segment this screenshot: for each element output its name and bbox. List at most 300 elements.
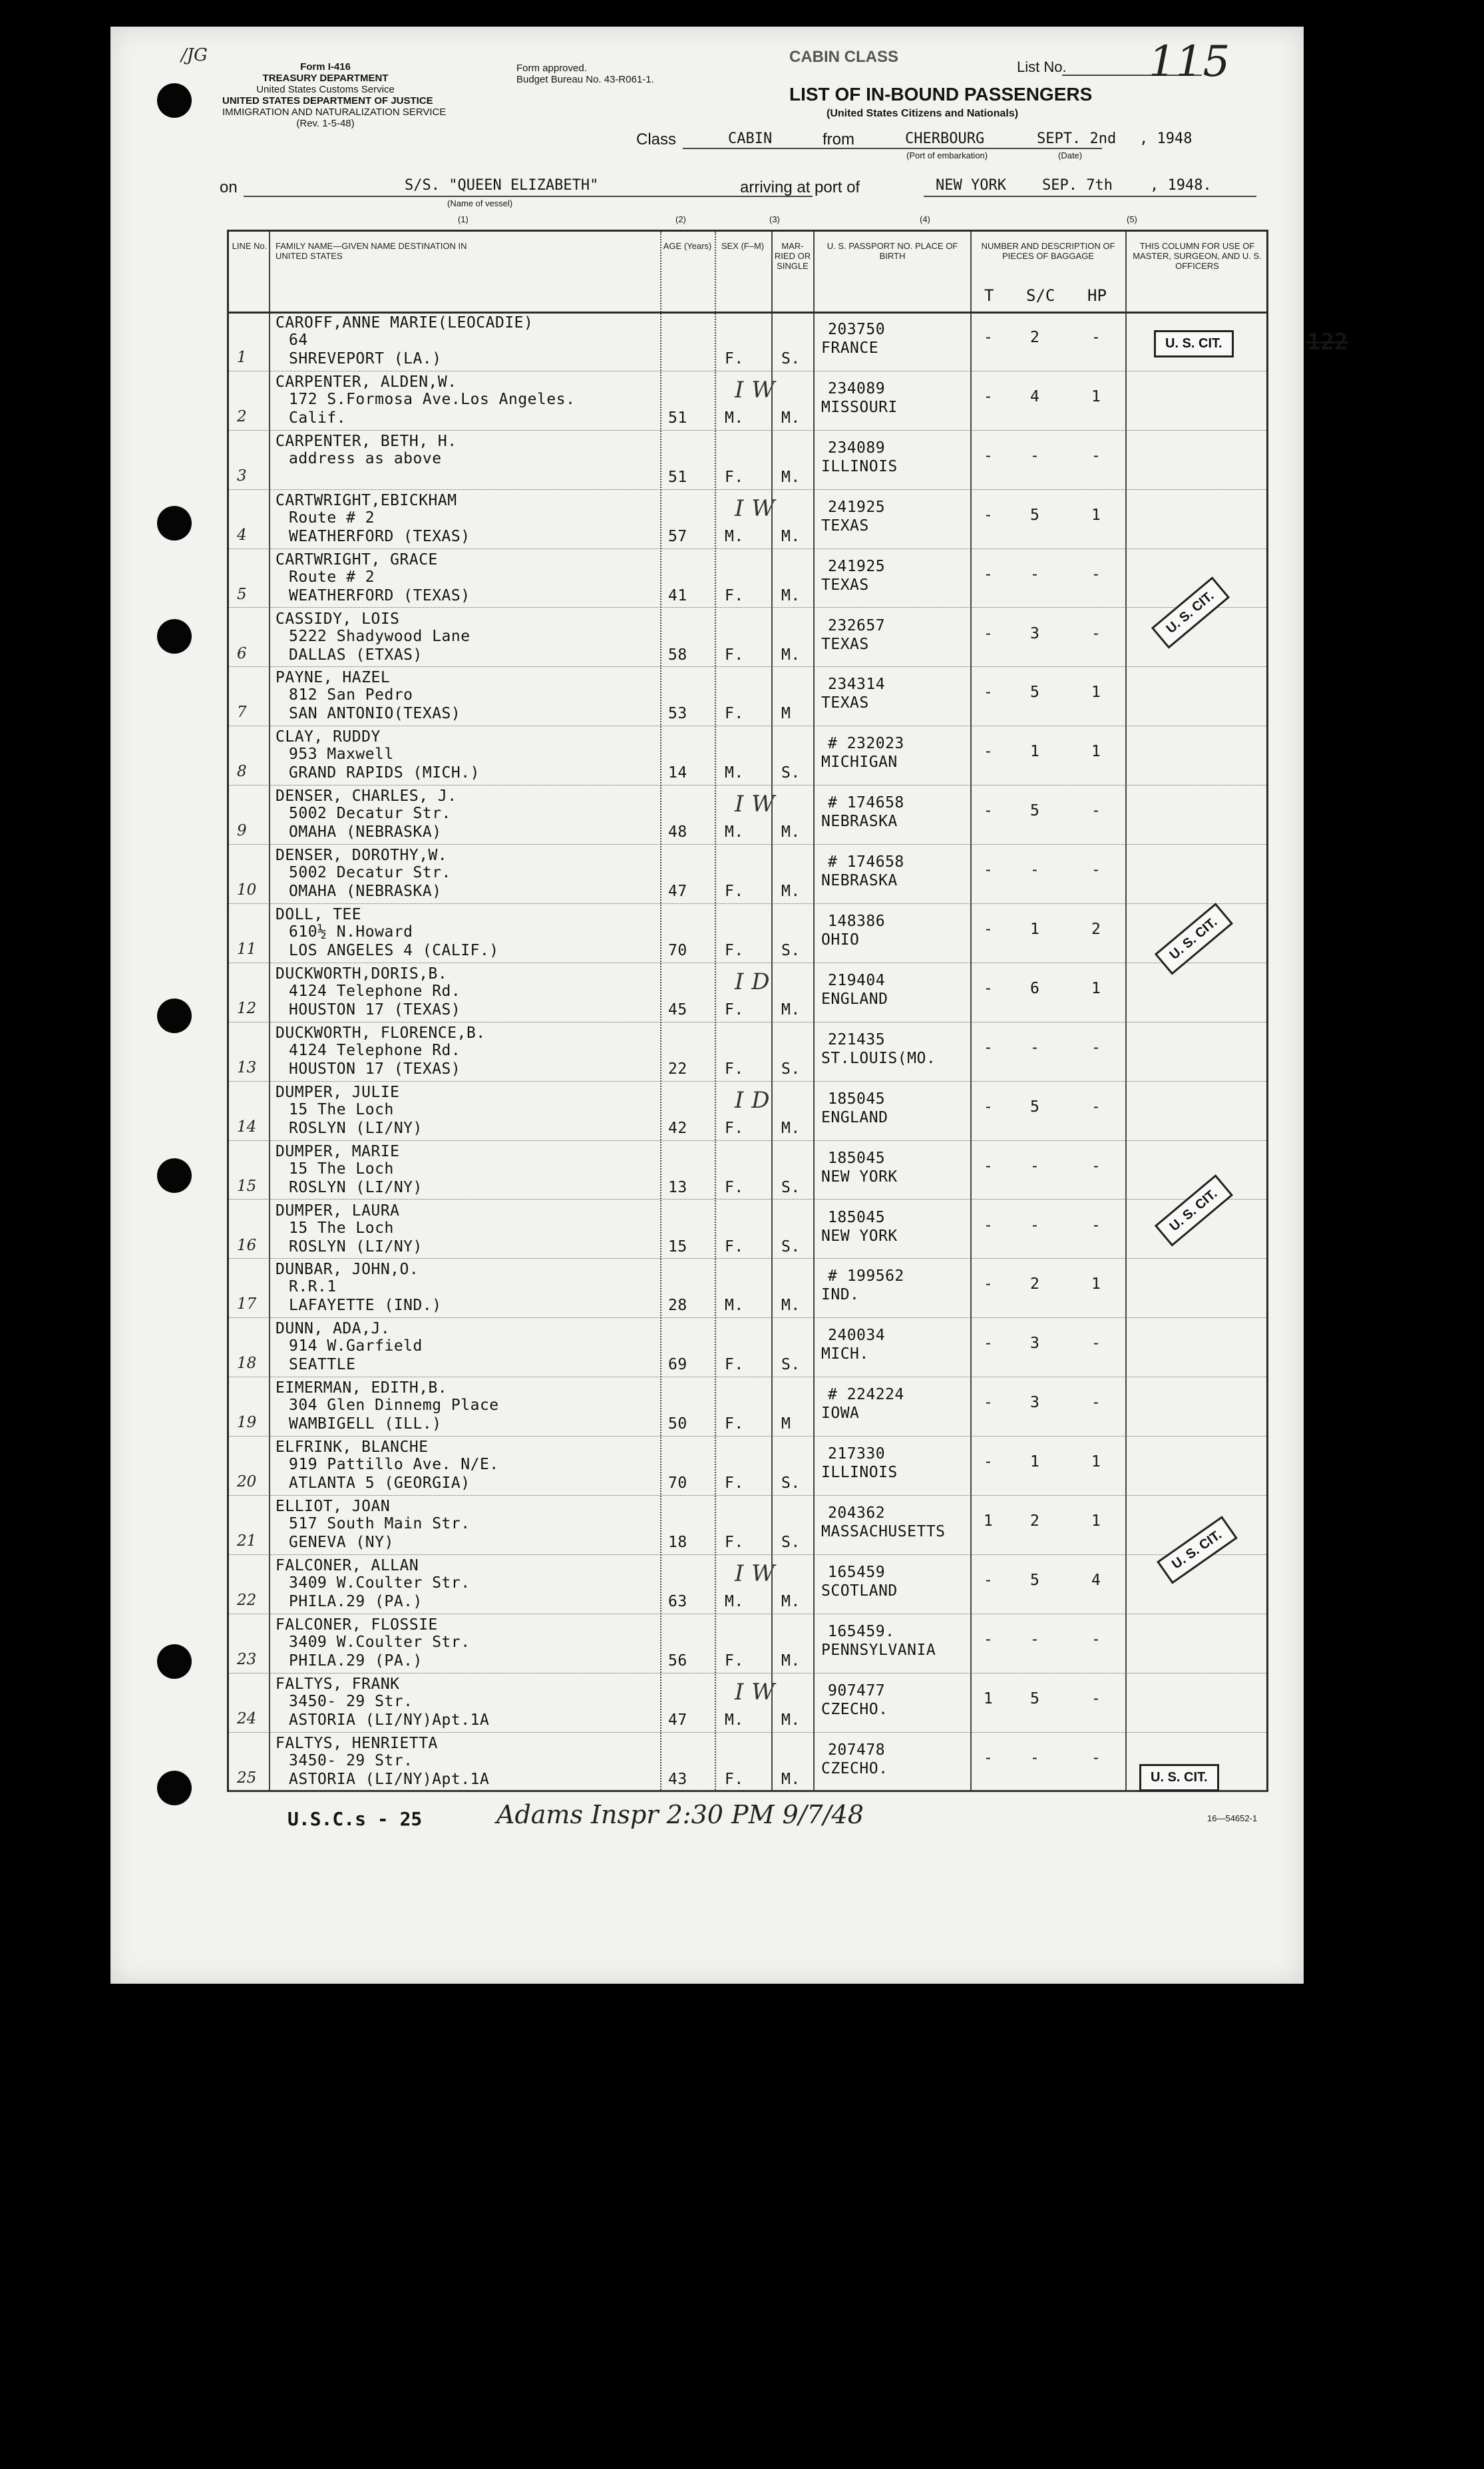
address-line-1: 15 The Loch [289,1219,394,1237]
baggage-trunks: - [984,802,994,820]
place-of-birth: IND. [821,1286,860,1304]
line-number: 18 [237,1355,257,1373]
sex: F. [725,942,744,959]
cabin-class-stamp: CABIN CLASS [789,48,899,66]
marital-status: S. [781,764,801,782]
age: 14 [668,764,687,782]
passenger-name: DUMPER, MARIE [276,1142,400,1160]
address-line-2: Calif. [289,409,347,427]
punch-hole [157,1644,192,1679]
baggage-handpieces: - [1091,1098,1101,1116]
line-number: 17 [237,1295,257,1313]
baggage-suitcases: - [1030,861,1040,879]
header-name: FAMILY NAME—GIVEN NAME DESTINATION IN UNITED STATES [276,241,467,261]
age: 53 [668,705,687,723]
address-line-2: WEATHERFORD (TEXAS) [289,527,470,545]
table-row [229,1317,1266,1377]
passport-number: 234314 [828,676,886,694]
baggage-suitcases: 2 [1030,329,1040,346]
address-line-1: 3409 W.Coulter Str. [289,1574,470,1592]
baggage-handpieces: - [1091,1335,1101,1353]
baggage-trunks: - [984,447,994,465]
address-line-1: 4124 Telephone Rd. [289,982,461,1000]
class-label: Class [636,130,677,148]
date-caption: (Date) [1058,150,1083,160]
line-number: 7 [237,704,247,722]
passenger-name: DENSER, CHARLES, J. [276,787,457,805]
marital-status: M. [781,1119,801,1137]
baggage-suitcases: - [1030,1216,1040,1234]
address-line-2: HOUSTON 17 (TEXAS) [289,1001,461,1018]
sex: F. [725,883,744,901]
col-num-4: (4) [920,214,930,224]
place-of-birth: NEW YORK [821,1227,898,1245]
place-of-birth: ILLINOIS [821,1464,898,1482]
class-value: CABIN [728,130,773,147]
address-line-1: 64 [289,332,308,349]
approved-label: Form approved. [516,63,587,74]
inspection-mark: I W [735,791,775,818]
marital-status: M. [781,1711,801,1729]
marital-status: M. [781,823,801,841]
address-line-2: ATLANTA 5 (GEORGIA) [289,1474,470,1492]
form-number: Form I-416 [300,61,351,73]
line-number: 10 [237,881,257,899]
passenger-name: FALCONER, ALLAN [276,1556,419,1574]
passport-number: 185045 [828,1208,886,1226]
address-line-1: 3450- 29 Str. [289,1692,413,1710]
baggage-trunks: - [984,1749,994,1767]
baggage-trunks: - [984,684,994,702]
passport-number: 203750 [828,321,886,338]
sex: F. [725,1237,744,1255]
us-cit-stamp: U. S. CIT. [1157,1516,1237,1584]
address-line-2: HOUSTON 17 (TEXAS) [289,1060,461,1078]
line-number: 5 [237,585,247,603]
punch-hole [157,619,192,654]
age: 70 [668,1474,687,1492]
address-line-1: 914 W.Garfield [289,1337,423,1355]
line-number: 1 [237,349,247,366]
line-number: 12 [237,999,257,1017]
table-row [229,844,1266,904]
baggage-trunks: - [984,565,994,583]
passenger-name: ELLIOT, JOAN [276,1498,391,1515]
address-line-1: 15 The Loch [289,1100,394,1118]
date-value: SEPT. 2nd [1037,130,1117,147]
age: 56 [668,1652,687,1670]
baggage-trunks: - [984,1275,994,1293]
passenger-name: CARPENTER, BETH, H. [276,432,457,450]
marital-status: M. [781,1770,801,1788]
sex: F. [725,1060,744,1078]
line-number: 23 [237,1650,257,1668]
passenger-table [227,230,1348,1792]
marital-status: M. [781,1592,801,1610]
footer-uscs: U.S.C.s - 25 [287,1808,423,1830]
passenger-name: ELFRINK, BLANCHE [276,1439,429,1457]
line-number: 22 [237,1591,257,1609]
marital-status: S. [781,1534,801,1551]
baggage-suitcases: 4 [1030,387,1040,405]
baggage-handpieces: 1 [1091,1512,1101,1530]
address-line-2: SEATTLE [289,1356,356,1374]
age: 45 [668,1001,687,1018]
marital-status: S. [781,1356,801,1374]
punch-hole [157,83,192,118]
from-value: CHERBOURG [905,130,985,147]
age: 50 [668,1415,687,1433]
us-cit-stamp: U. S. CIT. [1155,903,1233,975]
passport-number: # 199562 [828,1267,904,1285]
col-num-2: (2) [675,214,686,224]
age: 42 [668,1119,687,1137]
passport-number: 185045 [828,1149,886,1167]
address-line-2: ASTORIA (LI/NY)Apt.1A [289,1711,490,1729]
line-number: 16 [237,1236,257,1254]
passenger-name: DUMPER, JULIE [276,1083,400,1101]
table-row [229,1140,1266,1200]
baggage-suitcases: 6 [1030,979,1040,997]
passenger-name: FALCONER, FLOSSIE [276,1616,438,1634]
sex: F. [725,705,744,723]
table-row [229,1200,1266,1259]
baggage-handpieces: - [1091,329,1101,346]
line-number: 4 [237,526,247,544]
table-row [229,608,1266,668]
baggage-suitcases: 3 [1030,1335,1040,1353]
address-line-2: WAMBIGELL (ILL.) [289,1415,442,1433]
sex: M. [725,527,744,545]
col-num-3: (3) [769,214,780,224]
age: 13 [668,1178,687,1196]
line-number: 20 [237,1473,257,1491]
baggage-handpieces: - [1091,802,1101,820]
line-number: 19 [237,1414,257,1432]
marital-status: M. [781,409,801,427]
passport-number: 165459. [828,1622,895,1640]
age: 51 [668,468,687,486]
marital-status: M [781,705,791,723]
baggage-handpieces: - [1091,624,1101,642]
punch-hole [157,1158,192,1193]
place-of-birth: ILLINOIS [821,457,898,475]
baggage-handpieces: 1 [1091,684,1101,702]
passenger-name: DUCKWORTH,DORIS,B. [276,965,448,983]
line-number: 24 [237,1709,257,1727]
table-row [229,1436,1266,1496]
baggage-suitcases: - [1030,1038,1040,1056]
passenger-name: CLAY, RUDDY [276,728,381,746]
table-row [229,963,1266,1022]
passport-number: 221435 [828,1030,886,1048]
place-of-birth: MISSOURI [821,398,898,416]
address-line-2: WEATHERFORD (TEXAS) [289,586,470,604]
passenger-name: CAROFF,ANNE MARIE(LEOCADIE) [276,314,534,332]
place-of-birth: NEBRASKA [821,872,898,890]
header-baggage-hp: HP [1087,286,1107,305]
baggage-suitcases: - [1030,447,1040,465]
header-baggage: NUMBER AND DESCRIPTION OF PIECES OF BAGGAGE [981,241,1115,261]
age: 22 [668,1060,687,1078]
form-title: LIST OF IN-BOUND PASSENGERS [789,84,1093,105]
baggage-handpieces: 1 [1091,387,1101,405]
line-number: 15 [237,1177,257,1195]
baggage-handpieces: - [1091,447,1101,465]
line-number: 11 [237,941,257,958]
passenger-name: CARPENTER, ALDEN,W. [276,373,457,391]
passenger-name: CASSIDY, LOIS [276,610,400,628]
marital-status: M. [781,1297,801,1315]
baggage-handpieces: - [1091,1630,1101,1648]
table-row [229,903,1266,963]
passport-number: 148386 [828,913,886,930]
marital-status: M. [781,1001,801,1018]
marital-status: M. [781,883,801,901]
inspector-signature: Adams Inspr 2:30 PM 9/7/48 [496,1800,864,1829]
table-row [229,312,1266,371]
passport-number: 241925 [828,557,886,575]
sex: F. [725,1356,744,1374]
sex: F. [725,1178,744,1196]
table-row [229,1732,1266,1792]
place-of-birth: ENGLAND [821,1108,888,1126]
address-line-2: LOS ANGELES 4 (CALIF.) [289,942,499,959]
place-of-birth: CZECHO. [821,1700,888,1718]
address-line-2: GRAND RAPIDS (MICH.) [289,764,480,782]
table-row [229,1377,1266,1437]
table-row [229,1258,1266,1318]
passenger-name: DUNN, ADA,J. [276,1320,391,1338]
baggage-handpieces: 2 [1091,921,1101,938]
table-row [229,1673,1266,1733]
address-line-2: GENEVA (NY) [289,1534,394,1551]
passport-number: # 174658 [828,853,904,871]
sex: F. [725,1652,744,1670]
address-line-1: 5002 Decatur Str. [289,805,451,823]
sex: M. [725,1592,744,1610]
approval-block [516,63,654,85]
address-line-2: OMAHA (NEBRASKA) [289,823,442,841]
punch-hole [157,506,192,541]
inspection-mark: I D [735,1086,770,1114]
baggage-trunks: - [984,979,994,997]
baggage-handpieces: 4 [1091,1571,1101,1589]
baggage-suitcases: - [1030,1630,1040,1648]
sex: F. [725,1119,744,1137]
place-of-birth: PENNSYLVANIA [821,1641,936,1659]
place-of-birth: CZECHO. [821,1759,888,1777]
place-of-birth: TEXAS [821,517,869,535]
address-line-2: PHILA.29 (PA.) [289,1652,423,1670]
baggage-handpieces: 1 [1091,1275,1101,1293]
baggage-suitcases: 3 [1030,624,1040,642]
address-line-1: Route # 2 [289,509,375,527]
baggage-trunks: - [984,1453,994,1471]
place-of-birth: SCOTLAND [821,1582,898,1600]
baggage-handpieces: - [1091,565,1101,583]
line-number: 6 [237,644,247,662]
table-row [229,1554,1266,1614]
marital-status: M. [781,527,801,545]
marital-status: M. [781,646,801,664]
baggage-trunks: - [984,1394,994,1412]
address-line-1: 172 S.Formosa Ave.Los Angeles. [289,390,576,408]
baggage-handpieces: 1 [1091,506,1101,524]
table-row [229,1495,1266,1555]
place-of-birth: TEXAS [821,694,869,712]
passenger-name: DUMPER, LAURA [276,1202,400,1220]
passenger-name: CARTWRIGHT, GRACE [276,551,438,568]
passenger-name: PAYNE, HAZEL [276,669,391,687]
line-number: 14 [237,1118,257,1136]
baggage-handpieces: - [1091,1689,1101,1707]
passenger-name: CARTWRIGHT,EBICKHAM [276,491,457,509]
vessel-line [244,196,813,197]
baggage-trunks: - [984,1571,994,1589]
marital-status: M. [781,1652,801,1670]
line-number: 25 [237,1769,257,1787]
passport-number: 232657 [828,616,886,634]
budget-label: Budget Bureau No. 43-R061-1. [516,74,654,85]
address-line-2: ROSLYN (LI/NY) [289,1119,423,1137]
punch-hole [157,1771,192,1805]
year-1: , 1948 [1139,130,1193,147]
baggage-suitcases: 5 [1030,1689,1040,1707]
inspection-mark: I W [735,376,775,403]
header-baggage-sc: S/C [1026,286,1055,305]
address-line-1: Route # 2 [289,568,375,586]
baggage-handpieces: - [1091,1038,1101,1056]
baggage-trunks: - [984,861,994,879]
table-row [229,549,1266,608]
passport-number: 234089 [828,379,886,397]
baggage-trunks: - [984,624,994,642]
sex: F. [725,1770,744,1788]
place-of-birth: TEXAS [821,576,869,594]
treasury-label: TREASURY DEPARTMENT [262,73,389,84]
baggage-suitcases: 5 [1030,1098,1040,1116]
port-caption: (Port of embarkation) [906,150,988,160]
baggage-suitcases: 2 [1030,1275,1040,1293]
baggage-handpieces: - [1091,1157,1101,1175]
baggage-suitcases: 3 [1030,1394,1040,1412]
baggage-trunks: - [984,387,994,405]
place-of-birth: NEW YORK [821,1168,898,1186]
justice-label: UNITED STATES DEPARTMENT OF JUSTICE [222,95,433,107]
address-line-1: 304 Glen Dinnemg Place [289,1397,499,1415]
age: 48 [668,823,687,841]
corner-mark: /JG [181,45,208,65]
us-cit-stamp: U. S. CIT. [1154,330,1234,357]
col-num-5: (5) [1127,214,1137,224]
baggage-handpieces: - [1091,1394,1101,1412]
age: 69 [668,1356,687,1374]
address-line-1: 15 The Loch [289,1160,394,1178]
sex: F. [725,1534,744,1551]
marital-status: M [781,1415,791,1433]
line-number: 2 [237,407,247,425]
age: 28 [668,1297,687,1315]
passport-number: # 174658 [828,794,904,812]
marital-status: S. [781,942,801,959]
age: 51 [668,409,687,427]
baggage-suitcases: 2 [1030,1512,1040,1530]
baggage-suitcases: 5 [1030,802,1040,820]
list-no-label: List No. [1017,59,1067,75]
line-number: 13 [237,1058,257,1076]
address-line-1: R.R.1 [289,1278,337,1296]
sex: F. [725,586,744,604]
list-number: 115 [1149,37,1230,87]
place-of-birth: NEBRASKA [821,813,898,831]
address-line-1: 919 Pattillo Ave. N/E. [289,1456,499,1474]
baggage-handpieces: 1 [1091,743,1101,761]
arriving-label: arriving at port of [740,178,860,196]
us-cit-stamp: U. S. CIT. [1155,1174,1233,1246]
address-line-2: ROSLYN (LI/NY) [289,1178,423,1196]
revision-label: (Rev. 1-5-48) [296,118,355,129]
header-line-no: LINE No. [232,241,268,251]
baggage-suitcases: 1 [1030,1453,1040,1471]
address-line-1: 953 Maxwell [289,746,394,764]
marital-status: S. [781,1237,801,1255]
passenger-name: EIMERMAN, EDITH,B. [276,1379,448,1397]
baggage-handpieces: - [1091,861,1101,879]
table-row [229,489,1266,549]
place-of-birth: IOWA [821,1405,860,1423]
place-of-birth: FRANCE [821,339,879,357]
passenger-name: DUCKWORTH, FLORENCE,B. [276,1024,486,1042]
header-sex: SEX (F–M) [721,241,765,251]
table-row [229,1022,1266,1082]
address-line-2: ROSLYN (LI/NY) [289,1237,423,1255]
address-line-1: 4124 Telephone Rd. [289,1041,461,1059]
from-label: from [823,130,854,148]
agency-block [222,61,447,129]
on-label: on [220,178,238,196]
count-stamp: 122 [1307,329,1348,355]
age: 18 [668,1534,687,1551]
line-number: 3 [237,467,247,485]
place-of-birth: MASSACHUSETTS [821,1523,946,1540]
passport-number: # 224224 [828,1386,904,1404]
passenger-name: FALTYS, HENRIETTA [276,1734,438,1752]
header-married: MAR-RIED OR SINGLE [774,241,811,271]
passenger-name: DUNBAR, JOHN,O. [276,1261,419,1279]
arrival-date: SEP. 7th [1042,177,1113,194]
address-line-1: 812 San Pedro [289,686,413,704]
age: 41 [668,586,687,604]
passport-number: 219404 [828,971,886,989]
baggage-suitcases: 5 [1030,1571,1040,1589]
place-of-birth: MICH. [821,1345,869,1363]
marital-status: S. [781,350,801,367]
year-1-value: 48 [1174,130,1193,147]
sex: F. [725,1415,744,1433]
address-line-2: DALLAS (ETXAS) [289,646,423,664]
printer-code: 16—54652-1 [1207,1813,1258,1823]
us-cit-stamp: U. S. CIT. [1151,576,1230,648]
address-line-2: ASTORIA (LI/NY)Apt.1A [289,1770,490,1788]
sex: F. [725,646,744,664]
table-row [229,785,1266,845]
passport-number: 234089 [828,439,886,457]
header-passport: U. S. PASSPORT NO. PLACE OF BIRTH [827,241,958,261]
baggage-handpieces: - [1091,1216,1101,1234]
sex: F. [725,350,744,367]
baggage-suitcases: 5 [1030,506,1040,524]
